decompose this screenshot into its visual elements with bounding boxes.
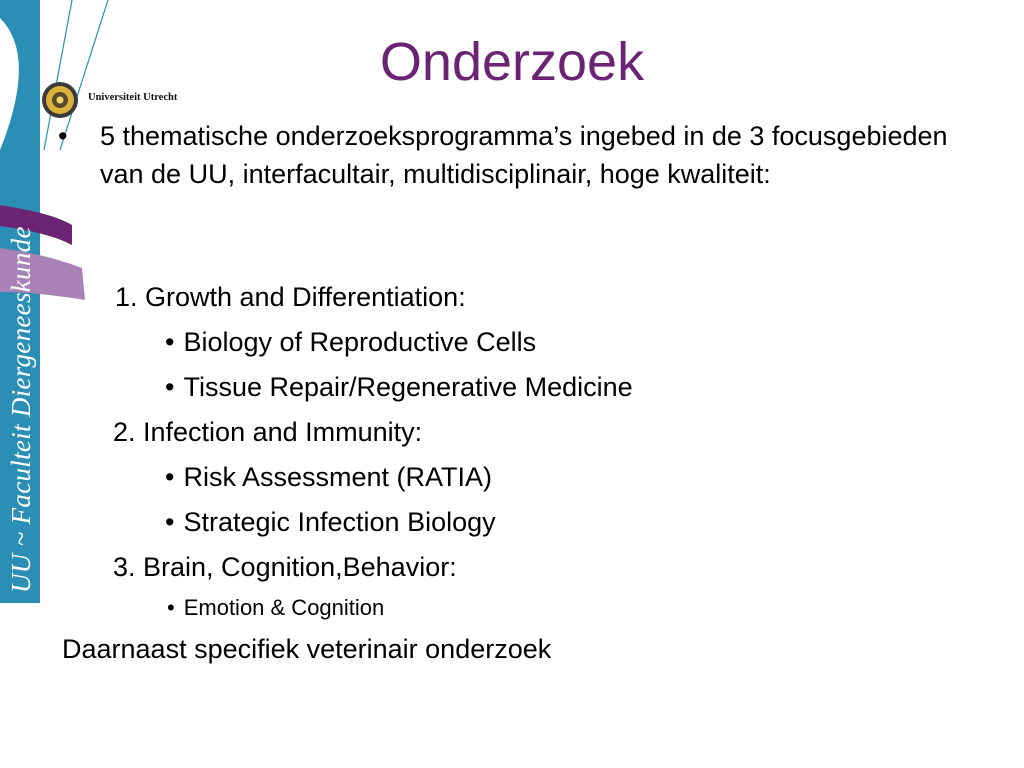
program-item-text: Tissue Repair/Regenerative Medicine [183,372,633,402]
program-item [165,371,633,403]
sidebar-label: UU ~ Faculteit Diergeneeskunde [6,226,36,593]
bullet-glyph: • [58,121,68,151]
program-heading: 2. Infection and Immunity: [113,417,423,447]
bullet-glyph: • [167,595,175,620]
program-heading: 3. Brain, Cognition,Behavior: [113,552,457,582]
program-item-text: Biology of Reproductive Cells [183,327,537,357]
university-logo-text: Universiteit Utrecht [88,92,178,103]
closing-statement: Daarnaast specifiek veterinair onderzoek [62,634,552,664]
program-item-text: Risk Assessment (RATIA) [183,462,493,492]
slide-title: Onderzoek [379,32,645,92]
intro-text: 5 thematische onderzoeksprogramma’s ingebed in de 3 focusgebieden van de UU, interfacultair, multidisciplinair, hoge kwaliteit: [100,121,948,189]
program-item [167,594,384,622]
program-item [165,461,492,493]
program-item [165,326,536,358]
bullet-glyph: • [165,327,175,357]
bullet-glyph: • [165,507,175,537]
program-item [165,506,496,538]
bullet-glyph: • [165,462,175,492]
intro-bullet-item [58,117,988,193]
program-item-text: Strategic Infection Biology [183,507,496,537]
program-item-text: Emotion & Cognition [183,595,385,620]
bullet-glyph: • [165,372,175,402]
program-heading: 1. Growth and Differentiation: [115,282,466,312]
